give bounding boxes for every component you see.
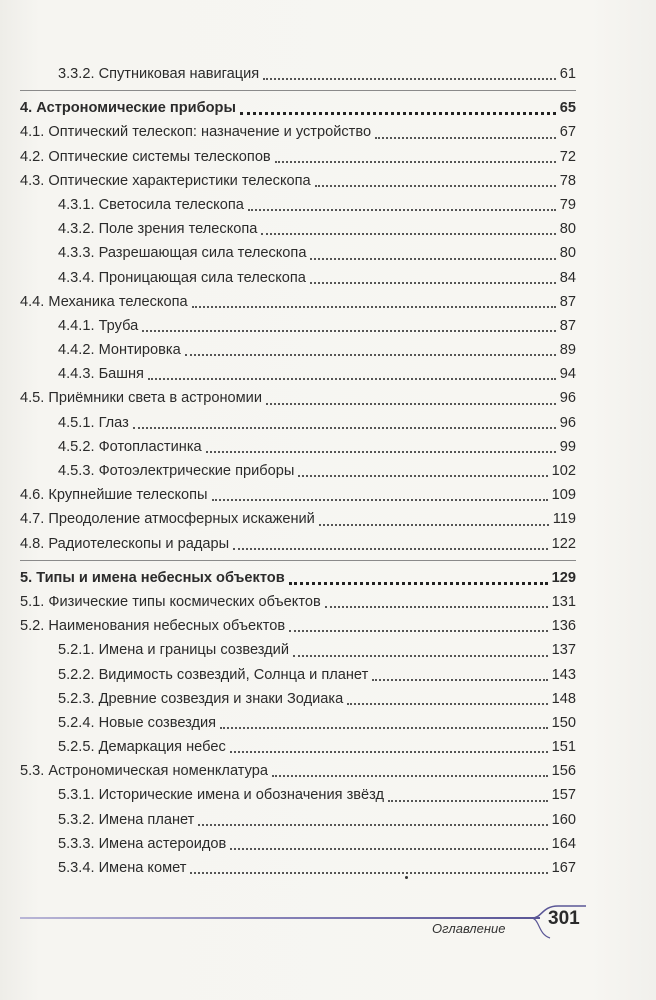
section-divider bbox=[20, 560, 576, 561]
toc-entry-page: 119 bbox=[552, 511, 576, 528]
dot-leader bbox=[266, 403, 556, 405]
toc-entry-page: 99 bbox=[559, 438, 576, 455]
toc-entry-page: 160 bbox=[551, 811, 576, 828]
toc-entry[interactable] bbox=[20, 483, 576, 507]
dot-leader bbox=[275, 161, 556, 163]
toc-entry-page: 157 bbox=[551, 787, 576, 804]
toc-entry-title: 4.2. Оптические системы телескопов bbox=[20, 148, 271, 165]
toc-entry-title: 4.3.1. Светосила телескопа bbox=[58, 196, 244, 213]
dot-leader bbox=[310, 282, 556, 284]
dot-leader bbox=[190, 872, 547, 874]
dot-leader bbox=[315, 185, 556, 187]
toc-entry[interactable] bbox=[20, 314, 576, 338]
section-divider bbox=[20, 90, 576, 91]
toc-entry-title: 4.4.2. Монтировка bbox=[58, 342, 181, 359]
toc-entry[interactable] bbox=[20, 435, 576, 459]
dot-leader bbox=[233, 548, 548, 550]
toc-entry-page: 122 bbox=[551, 535, 576, 552]
toc-entry[interactable] bbox=[20, 193, 576, 217]
toc-entry[interactable] bbox=[20, 614, 576, 638]
dot-leader bbox=[272, 775, 548, 777]
toc-entry-title: 4.1. Оптический телескоп: назначение и устройство bbox=[20, 124, 372, 141]
toc-entry-title: 5.2.5. Демаркация небес bbox=[58, 739, 226, 756]
toc-entry-title: 5.2.1. Имена и границы созвездий bbox=[58, 642, 289, 659]
toc-entry-page: 78 bbox=[559, 172, 576, 189]
toc-entry[interactable] bbox=[20, 62, 576, 86]
dot-leader bbox=[220, 727, 548, 729]
toc-entry-page: 137 bbox=[551, 642, 576, 659]
page-number: 301 bbox=[548, 908, 580, 929]
toc-entry-title: 4.5.1. Глаз bbox=[58, 414, 129, 431]
toc-entry-page: 65 bbox=[559, 100, 576, 117]
toc-entry-page: 61 bbox=[559, 66, 576, 82]
toc-entry-page: 87 bbox=[559, 317, 576, 334]
dot-leader bbox=[347, 703, 547, 705]
toc-entry-title: 5. Типы и имена небесных объектов bbox=[20, 569, 285, 586]
dot-leader bbox=[325, 606, 548, 608]
toc-entry[interactable] bbox=[20, 241, 576, 265]
dot-leader bbox=[185, 354, 556, 356]
print-speck bbox=[405, 876, 408, 879]
dot-leader bbox=[248, 209, 556, 211]
toc-entry[interactable] bbox=[20, 386, 576, 410]
toc-entry-page: 72 bbox=[559, 148, 576, 165]
toc-entry-page: 96 bbox=[559, 390, 576, 407]
toc-entry[interactable] bbox=[20, 145, 576, 169]
toc-entry-page: 67 bbox=[559, 124, 576, 141]
dot-leader bbox=[375, 137, 556, 139]
toc-entry[interactable] bbox=[20, 735, 576, 759]
toc-entry-title: 4.3.4. Проницающая сила телескопа bbox=[58, 269, 306, 286]
dot-leader bbox=[212, 499, 548, 501]
dot-leader bbox=[192, 306, 556, 308]
toc-entry-page: 164 bbox=[551, 835, 576, 852]
toc-entry-title: 5.3. Астрономическая номенклатура bbox=[20, 763, 268, 780]
toc-entry[interactable] bbox=[20, 507, 576, 531]
dot-leader bbox=[310, 258, 555, 260]
dot-leader bbox=[298, 475, 547, 477]
dot-leader bbox=[388, 800, 548, 802]
toc-entry-title: 4.3.3. Разрешающая сила телескопа bbox=[58, 245, 307, 262]
toc-entry-page: 109 bbox=[551, 487, 576, 504]
dot-leader bbox=[240, 112, 556, 115]
toc-entry-title: 5.2.3. Древние созвездия и знаки Зодиака bbox=[58, 690, 344, 707]
toc-entry[interactable] bbox=[20, 120, 576, 144]
toc-entry-page: 89 bbox=[559, 342, 576, 359]
table-of-contents bbox=[20, 62, 576, 880]
dot-leader bbox=[230, 848, 547, 850]
toc-entry-title: 4.4. Механика телескопа bbox=[20, 293, 188, 310]
toc-entry[interactable] bbox=[20, 532, 576, 556]
toc-entry[interactable] bbox=[20, 290, 576, 314]
toc-entry-title: 4.5.2. Фотопластинка bbox=[58, 438, 202, 455]
toc-entry-title: 4.5. Приёмники света в астрономии bbox=[20, 390, 262, 407]
toc-entry[interactable] bbox=[20, 783, 576, 807]
dot-leader bbox=[206, 451, 556, 453]
toc-entry-page: 148 bbox=[551, 690, 576, 707]
dot-leader bbox=[142, 330, 556, 332]
toc-entry-title: 4.5.3. Фотоэлектрические приборы bbox=[58, 463, 295, 479]
dot-leader bbox=[372, 679, 547, 681]
toc-entry[interactable] bbox=[20, 759, 576, 783]
toc-entry-page: 151 bbox=[551, 739, 576, 756]
toc-entry-title: 5.2.4. Новые созвездия bbox=[58, 714, 217, 731]
toc-entry-page: 80 bbox=[559, 245, 576, 262]
toc-entry-title: 4.7. Преодоление атмосферных искажений bbox=[20, 511, 315, 528]
toc-entry-page: 96 bbox=[559, 414, 576, 431]
toc-entry-page: 150 bbox=[551, 714, 576, 731]
toc-entry[interactable] bbox=[20, 832, 576, 856]
toc-entry[interactable] bbox=[20, 266, 576, 290]
toc-entry-page: 84 bbox=[559, 269, 576, 286]
toc-entry[interactable] bbox=[20, 590, 576, 614]
toc-entry-title: 5.3.4. Имена комет bbox=[58, 860, 187, 876]
toc-entry[interactable] bbox=[20, 338, 576, 362]
toc-entry-title: 4.6. Крупнейшие телескопы bbox=[20, 487, 208, 504]
toc-entry[interactable] bbox=[20, 217, 576, 241]
toc-entry[interactable] bbox=[20, 711, 576, 735]
dot-leader bbox=[198, 824, 547, 826]
toc-entry-page: 156 bbox=[551, 763, 576, 780]
toc-entry-title: 4.4.1. Труба bbox=[58, 317, 139, 334]
dot-leader bbox=[263, 78, 556, 80]
toc-entry-page: 79 bbox=[559, 196, 576, 213]
toc-chapter-entry[interactable] bbox=[20, 96, 576, 120]
toc-entry-page: 136 bbox=[551, 618, 576, 635]
toc-entry[interactable] bbox=[20, 808, 576, 832]
toc-entry-title: 4.4.3. Башня bbox=[58, 366, 144, 383]
dot-leader bbox=[261, 233, 555, 235]
toc-entry-page: 80 bbox=[559, 221, 576, 238]
toc-entry-title: 5.1. Физические типы космических объектов bbox=[20, 593, 321, 610]
toc-entry-page: 167 bbox=[551, 860, 576, 876]
toc-entry-title: 4.3. Оптические характеристики телескопа bbox=[20, 172, 311, 189]
toc-entry-title: 5.2. Наименования небесных объектов bbox=[20, 618, 286, 635]
toc-entry[interactable] bbox=[20, 663, 576, 687]
toc-entry[interactable] bbox=[20, 169, 576, 193]
dot-leader bbox=[133, 427, 556, 429]
toc-entry[interactable] bbox=[20, 411, 576, 435]
footer-rule bbox=[20, 917, 540, 919]
toc-entry-page: 94 bbox=[559, 366, 576, 383]
dot-leader bbox=[293, 655, 548, 657]
toc-entry-page: 87 bbox=[559, 293, 576, 310]
toc-entry-title: 3.3.2. Спутниковая навигация bbox=[58, 66, 260, 82]
toc-entry-page: 131 bbox=[551, 593, 576, 610]
toc-entry-page: 129 bbox=[551, 569, 576, 586]
toc-entry-title: 5.3.2. Имена планет bbox=[58, 811, 195, 828]
toc-entry-title: 5.2.2. Видимость созвездий, Солнца и планет bbox=[58, 666, 369, 683]
toc-entry-title: 5.3.1. Исторические имена и обозначения звёзд bbox=[58, 787, 385, 804]
toc-entry-title: 4. Астрономические приборы bbox=[20, 100, 236, 117]
footer-section-label: Оглавление bbox=[432, 921, 506, 936]
toc-entry[interactable] bbox=[20, 638, 576, 662]
dot-leader bbox=[148, 378, 556, 380]
toc-entry[interactable] bbox=[20, 362, 576, 386]
dot-leader bbox=[289, 582, 548, 585]
dot-leader bbox=[230, 751, 548, 753]
toc-entry[interactable] bbox=[20, 459, 576, 483]
dot-leader bbox=[289, 630, 548, 632]
toc-entry-title: 5.3.3. Имена астероидов bbox=[58, 835, 227, 852]
toc-chapter-entry[interactable] bbox=[20, 566, 576, 590]
toc-entry-page: 102 bbox=[551, 463, 576, 479]
toc-entry[interactable] bbox=[20, 856, 576, 880]
toc-entry[interactable] bbox=[20, 687, 576, 711]
toc-entry-title: 4.8. Радиотелескопы и радары bbox=[20, 535, 230, 552]
dot-leader bbox=[319, 524, 549, 526]
toc-entry-title: 4.3.2. Поле зрения телескопа bbox=[58, 221, 258, 238]
toc-entry-page: 143 bbox=[551, 666, 576, 683]
